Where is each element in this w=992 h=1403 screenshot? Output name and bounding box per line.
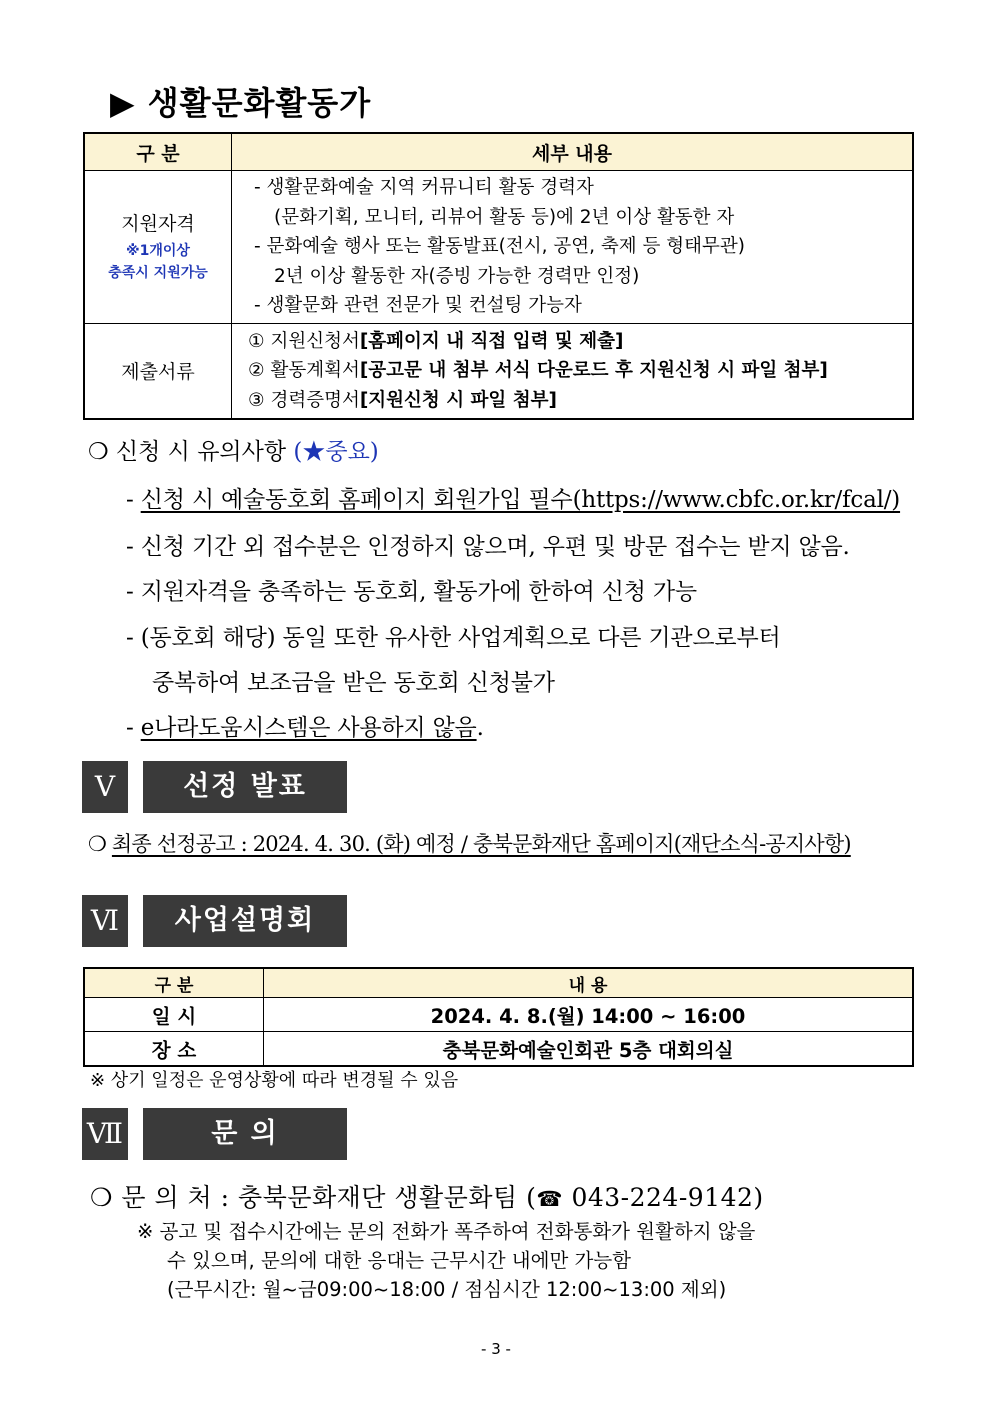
list-item: [126, 528, 850, 561]
schedule-note: ※ 상기 일정은 운영상황에 따라 변경될 수 있음: [90, 1070, 459, 1091]
list-item: - 문화예술 행사 또는 활동발표(전시, 공연, 축제 등 형태무관): [254, 236, 745, 257]
row-label-location: 장 소: [84, 1032, 264, 1067]
notice-heading: [88, 433, 379, 466]
dash: -: [126, 487, 141, 513]
section-number: Ⅵ: [82, 895, 128, 947]
table-row: [84, 1032, 913, 1067]
list-item: - 생활문화 관련 전문가 및 컨설팅 가능자: [254, 295, 582, 316]
notice-text: 신청 시 예술동호회 홈페이지 회원가입 필수(https://www.cbfc.or.kr/fcal/): [140, 487, 901, 513]
doc-number: ①: [248, 330, 265, 352]
list-item: 2년 이상 활동한 자(증빙 가능한 경력만 인정): [274, 265, 640, 287]
table-header-category: 구 분: [84, 968, 264, 998]
phone-number: 043-224-9142): [563, 1183, 764, 1212]
eligibility-label: 지원자격: [121, 213, 195, 236]
notice-heading-text: ❍ 신청 시 유의사항: [88, 439, 294, 465]
doc-detail: [공고문 내 첨부 서식 다운로드 후 지원신청 시 파일 첨부]: [359, 360, 828, 381]
announcement-text: 최종 선정공고 : 2024. 4. 30. (화) 예정 / 충북문화재단 홈페이지(재단소식-공지사항): [111, 832, 851, 856]
section-number: Ⅶ: [82, 1108, 128, 1160]
list-item: [248, 327, 896, 357]
notice-suffix: .: [476, 715, 484, 741]
documents-details: [232, 323, 914, 419]
table-row: [84, 171, 913, 324]
briefing-table: [83, 967, 914, 1067]
contact-line: [90, 1178, 764, 1214]
row-value-datetime: 2024. 4. 8.(월) 14:00 ~ 16:00: [264, 998, 914, 1032]
list-item: [126, 709, 484, 742]
contact-note-line: 수 있으며, 문의에 대한 응대는 근무시간 내에만 가능함: [167, 1249, 632, 1272]
doc-number: ③: [248, 389, 265, 411]
eligibility-details: [232, 171, 914, 324]
list-item: [126, 573, 697, 606]
row-label-documents: 제출서류: [84, 323, 232, 419]
dash: -: [126, 534, 141, 560]
notice-text: 중복하여 보조금을 받은 동호회 신청불가: [152, 670, 555, 696]
contact-label: ❍ 문 의 처 : 충북문화재단 생활문화팀 (: [90, 1183, 537, 1212]
row-label-eligibility: [84, 171, 232, 324]
notice-text: 신청 기간 외 접수분은 인정하지 않으며, 우편 및 방문 접수는 받지 않음.: [140, 534, 850, 560]
notice-text: 지원자격을 충족하는 동호회, 활동가에 한하여 신청 가능: [140, 579, 697, 605]
contact-note-line: (근무시간: 월~금09:00~18:00 / 점심시간 12:00~13:00 제외): [167, 1278, 727, 1301]
row-label-datetime: 일 시: [84, 998, 264, 1032]
table-header-row: [84, 968, 913, 998]
dash: -: [126, 715, 141, 741]
table-header-category: 구 분: [84, 133, 232, 171]
phone-icon: ☎: [536, 1187, 563, 1211]
notice-text: (동호회 해당) 동일 또한 유사한 사업계획으로 다른 기관으로부터: [140, 625, 781, 651]
doc-detail: [지원신청 시 파일 첨부]: [359, 389, 557, 411]
doc-name: 경력증명서: [270, 389, 360, 411]
eligibility-note-1: ※1개이상: [126, 243, 190, 260]
table-header-content: 내 용: [264, 968, 914, 998]
announcement-line: [88, 828, 851, 858]
section-title: 선정 발표: [143, 761, 347, 813]
doc-detail: [홈페이지 내 직접 입력 및 제출]: [359, 330, 624, 352]
list-item: [248, 386, 896, 416]
list-item: (문화기획, 모니터, 리뷰어 활동 등)에 2년 이상 활동한 자: [274, 206, 735, 228]
row-value-location: 충북문화예술인회관 5층 대회의실: [264, 1032, 914, 1067]
page-number: - 3 -: [481, 1340, 511, 1358]
list-item: [126, 619, 780, 652]
list-item: [152, 664, 555, 697]
table-header-row: [84, 133, 913, 171]
contact-note-line: ※ 공고 및 접수시간에는 문의 전화가 폭주하여 전화통화가 원활하지 않을: [137, 1220, 756, 1243]
table-header-details: 세부 내용: [232, 133, 914, 171]
dash: -: [126, 625, 141, 651]
activist-table: [83, 132, 914, 420]
section-title: 문 의: [143, 1108, 347, 1160]
contact-note: [137, 1217, 755, 1304]
notice-important-badge: (★중요): [293, 439, 379, 465]
table-row: [84, 998, 913, 1032]
notice-text: e나라도움시스템은 사용하지 않음: [140, 715, 477, 741]
table-row: [84, 323, 913, 419]
list-item: - 생활문화예술 지역 커뮤니티 활동 경력자: [254, 177, 594, 198]
doc-name: 지원신청서: [270, 330, 360, 352]
section-title: 사업설명회: [143, 895, 347, 947]
list-item: [126, 481, 900, 514]
doc-number: ②: [248, 360, 265, 381]
section-title-activist: ▶ 생활문화활동가: [110, 84, 372, 122]
section-number: Ⅴ: [82, 761, 128, 813]
dash: -: [126, 579, 141, 605]
doc-name: 활동계획서: [270, 360, 360, 381]
bullet: ❍: [88, 832, 112, 856]
list-item: [248, 356, 896, 386]
eligibility-note-2: 충족시 지원가능: [108, 265, 208, 282]
